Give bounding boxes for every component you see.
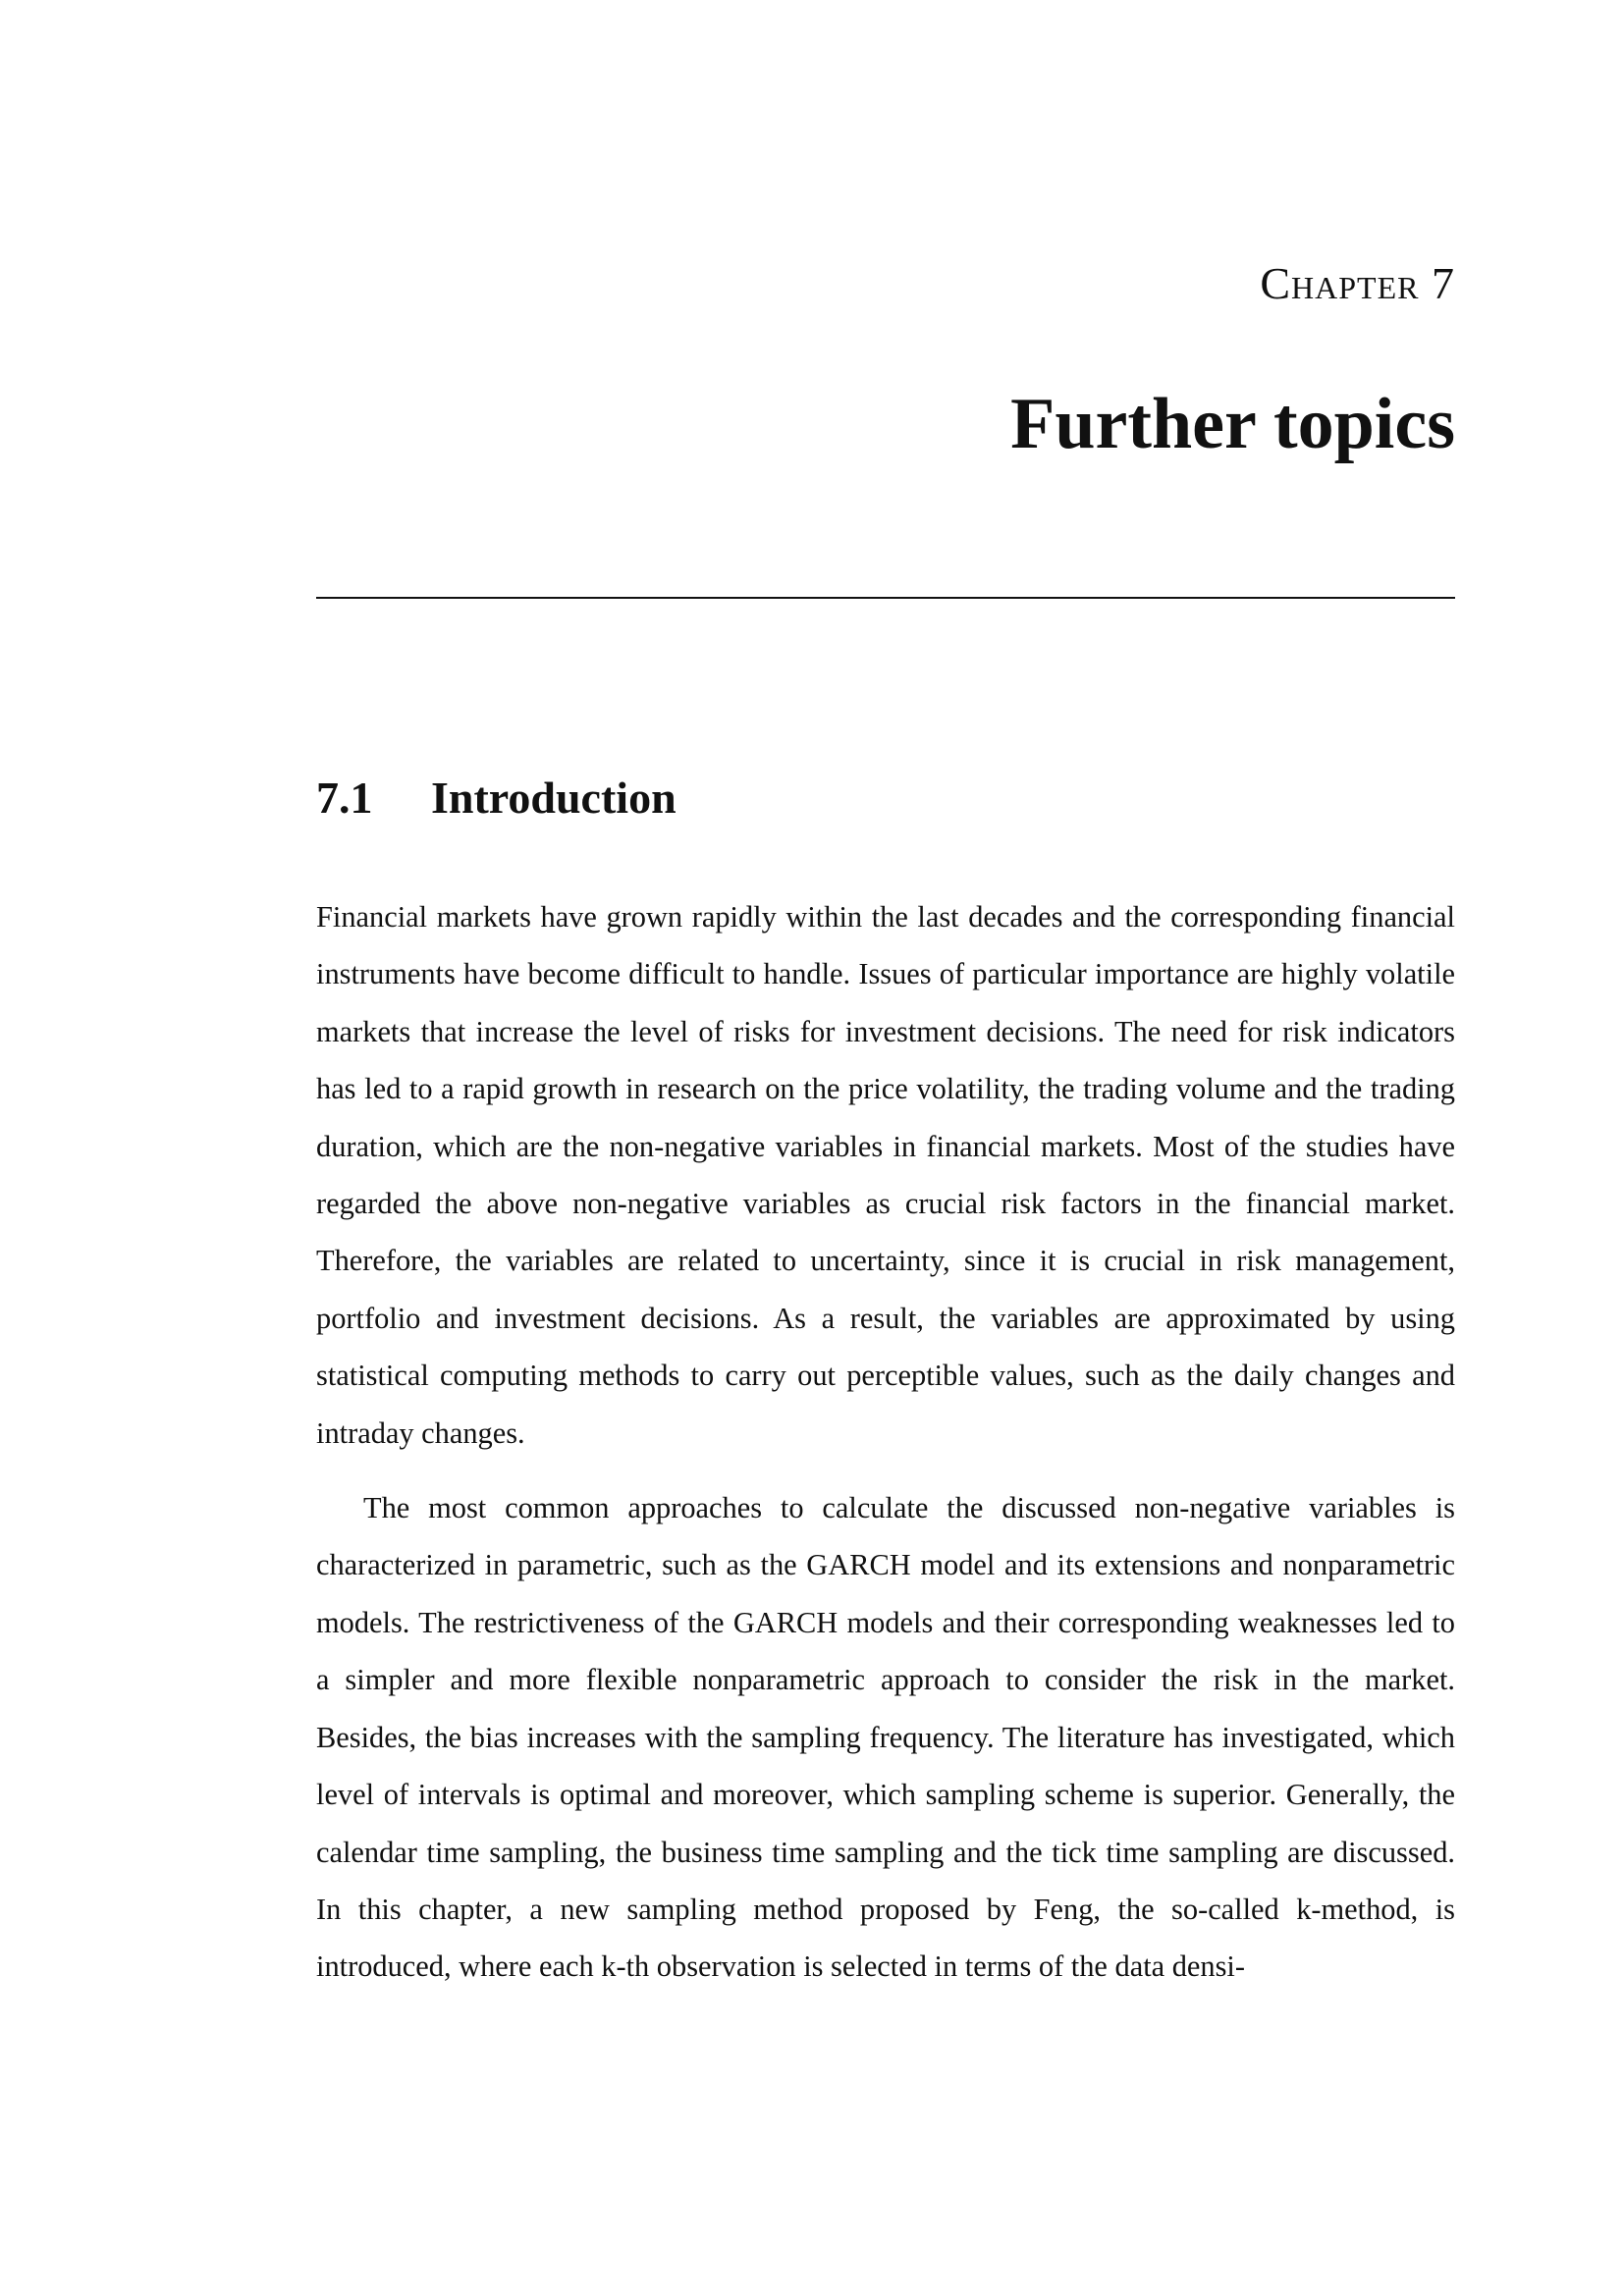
paragraph-2: The most common approaches to calculate the discussed non-negative variables is characterized in parametric, such as the GARCH model and its extensions and nonparametric models. The restrictiveness of the GARCH models and their corresponding weaknesses led to a simpler and more flexible nonparametric approach to consider the risk in the market. Besides, the bias increases with the sampling frequency. The literature has investigated, which level of intervals is optimal and moreover, which sampling scheme is superior. Generally, the calendar time sampling, the business time sampling and the tick time sampling are discussed. In this chapter, a new sampling method proposed by Feng, the so-called k-method, is introduced, where each k-th observation is selected in terms of the data densi- xyxy=(316,1491,1455,1984)
chapter-title: Further topics xyxy=(1010,384,1455,464)
section-title: Introduction xyxy=(431,773,677,823)
chapter-divider xyxy=(316,597,1455,599)
paragraph-1: Financial markets have grown rapidly within the last decades and the corresponding financial instruments have become difficult to handle. Issues of particular importance are highly volatile markets that increase the level of risks for investment decisions. The need for risk indicators has led to a rapid growth in research on the price volatility, the trading volume and the trading duration, which are the non-negative variables in financial markets. Most of the studies have regarded the above non-negative variables as crucial risk factors in the financial market. Therefore, the variables are related to uncertainty, since it is crucial in risk management, portfolio and investment decisions. As a result, the variables are approximated by using statistical computing methods to carry out perceptible values, such as the daily changes and intraday changes. xyxy=(316,900,1455,1450)
chapter-label: Chapter 7 xyxy=(1260,258,1455,308)
body-text xyxy=(316,888,1455,1996)
section-number: 7.1 xyxy=(316,773,373,823)
section-heading xyxy=(316,775,677,821)
